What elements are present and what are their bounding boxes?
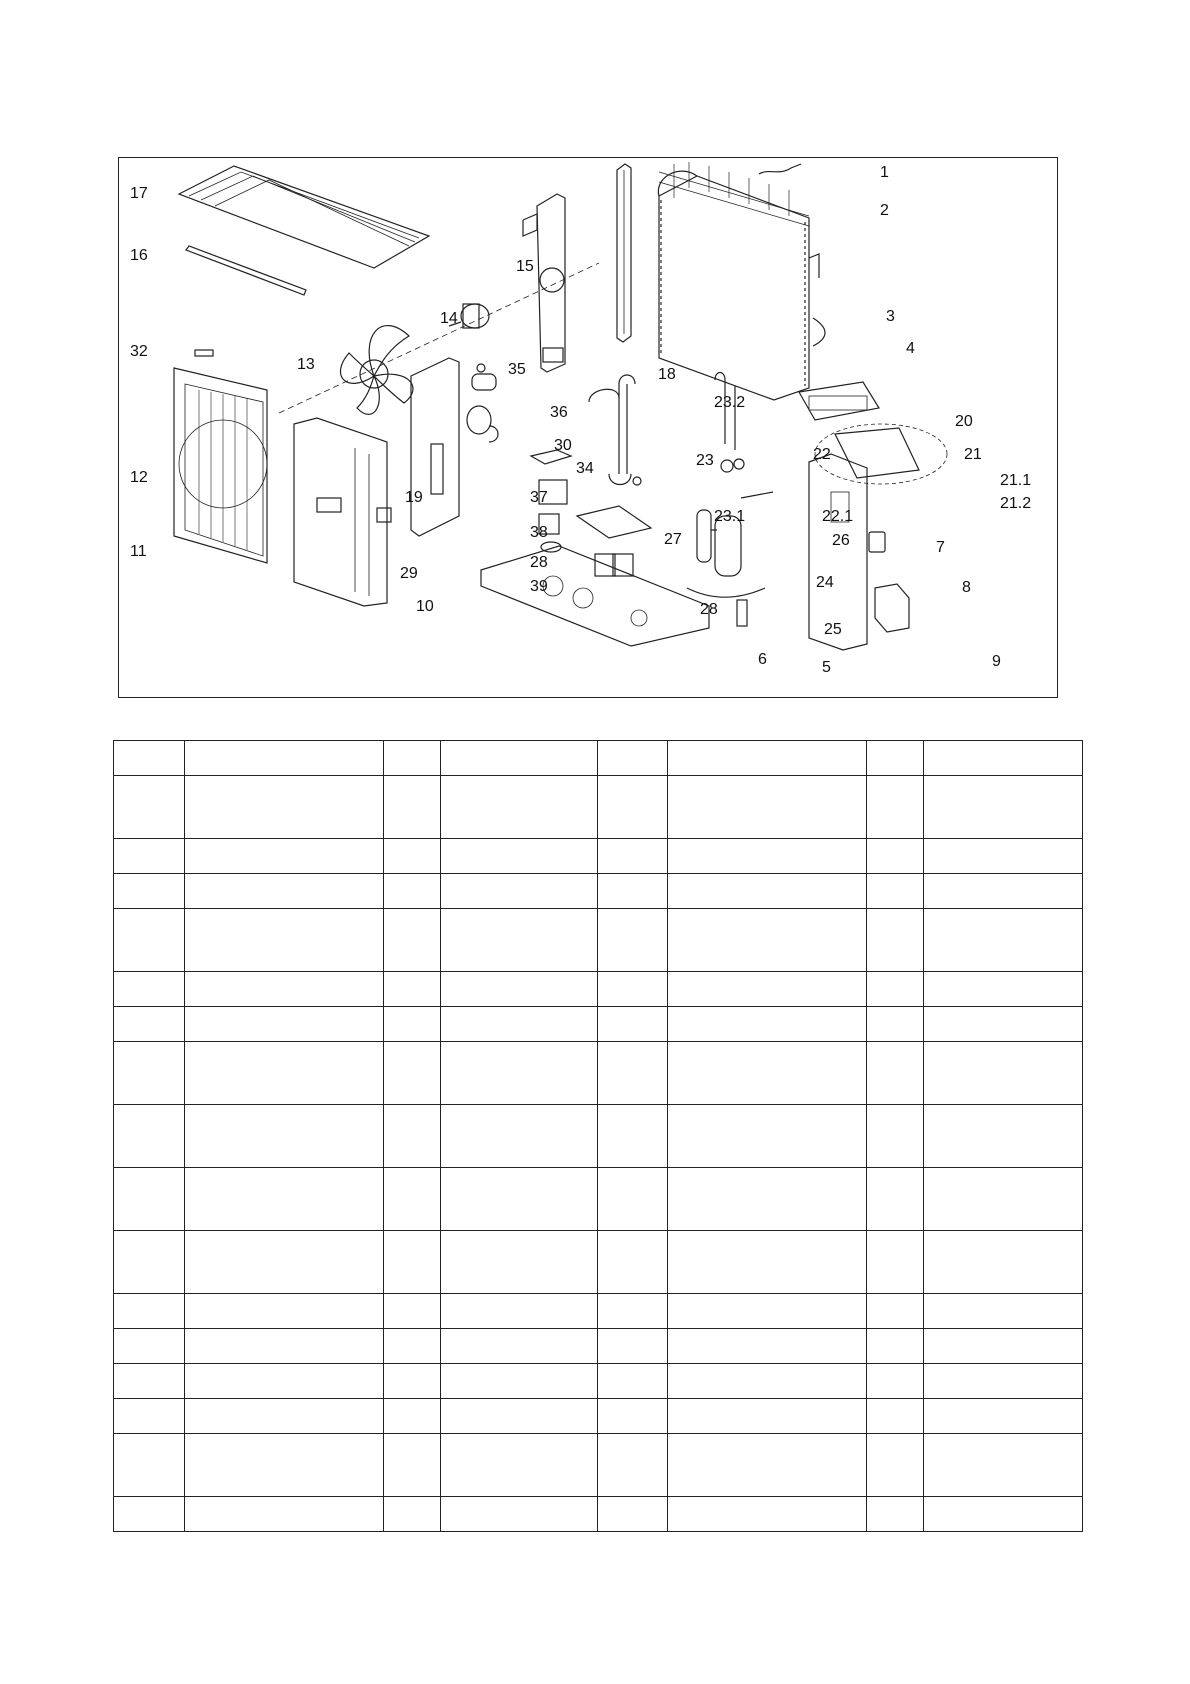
table-cell xyxy=(924,1497,1083,1532)
callout-label: 4 xyxy=(906,340,915,357)
table-cell xyxy=(384,909,441,972)
table-cell xyxy=(924,1434,1083,1497)
table-cell xyxy=(384,972,441,1007)
table-cell xyxy=(384,1231,441,1294)
callout-label: 39 xyxy=(530,578,548,595)
table-cell xyxy=(668,1329,867,1364)
table-cell xyxy=(867,1434,924,1497)
table-row xyxy=(114,1168,1083,1231)
table-cell xyxy=(668,1231,867,1294)
table-cell xyxy=(441,1399,598,1434)
table-cell xyxy=(441,1042,598,1105)
table-cell xyxy=(867,1168,924,1231)
table-cell xyxy=(598,839,668,874)
table-cell xyxy=(924,909,1083,972)
table-cell xyxy=(185,839,384,874)
callout-label: 16 xyxy=(130,247,148,264)
table-cell xyxy=(441,1105,598,1168)
callout-label: 36 xyxy=(550,404,568,421)
table-cell xyxy=(598,909,668,972)
table-cell xyxy=(185,1168,384,1231)
motor-bracket-part xyxy=(523,194,565,372)
table-cell xyxy=(441,1231,598,1294)
table-cell xyxy=(441,1364,598,1399)
table-cell xyxy=(598,741,668,776)
table-row xyxy=(114,909,1083,972)
table-cell xyxy=(114,1007,185,1042)
fan-blade-part xyxy=(340,326,412,415)
table-cell xyxy=(924,1105,1083,1168)
parts-list-table xyxy=(113,740,1083,1532)
table-row xyxy=(114,1399,1083,1434)
table-cell xyxy=(598,1399,668,1434)
callout-label: 5 xyxy=(822,659,831,676)
base-pan-part xyxy=(481,546,709,646)
callout-label: 25 xyxy=(824,621,842,638)
table-row xyxy=(114,1105,1083,1168)
table-cell xyxy=(867,839,924,874)
table-cell xyxy=(867,909,924,972)
table-cell xyxy=(598,1042,668,1105)
pcb-part xyxy=(835,428,919,478)
table-cell xyxy=(384,874,441,909)
table-cell xyxy=(867,1007,924,1042)
table-cell xyxy=(185,1497,384,1532)
table-cell xyxy=(668,1399,867,1434)
table-cell xyxy=(185,741,384,776)
table-cell xyxy=(441,1007,598,1042)
table-cell xyxy=(114,1364,185,1399)
table-cell xyxy=(384,1294,441,1329)
table-cell xyxy=(668,776,867,839)
table-cell xyxy=(668,909,867,972)
table-cell xyxy=(384,1497,441,1532)
callout-label: 6 xyxy=(758,651,767,668)
table-row xyxy=(114,874,1083,909)
table-cell xyxy=(924,1294,1083,1329)
callout-label: 22.1 xyxy=(822,508,854,525)
table-cell xyxy=(441,1497,598,1532)
table-cell xyxy=(185,1329,384,1364)
table-cell xyxy=(924,1007,1083,1042)
callout-label: 8 xyxy=(962,579,971,596)
callout-label: 26 xyxy=(832,532,850,549)
table-cell xyxy=(384,1399,441,1434)
table-cell xyxy=(114,874,185,909)
callout-label: 32 xyxy=(130,343,148,360)
table-cell xyxy=(441,874,598,909)
table-cell xyxy=(668,741,867,776)
table-cell xyxy=(185,972,384,1007)
four-way-valve-part xyxy=(589,375,641,485)
callout-label: 3 xyxy=(886,308,895,325)
table-cell xyxy=(924,839,1083,874)
table-cell xyxy=(598,874,668,909)
table-cell xyxy=(924,1329,1083,1364)
table-cell xyxy=(598,1364,668,1399)
table-cell xyxy=(441,1434,598,1497)
table-cell xyxy=(867,1364,924,1399)
top-cover-part xyxy=(179,166,429,268)
table-cell xyxy=(668,1294,867,1329)
table-cell xyxy=(384,1364,441,1399)
callout-label: 13 xyxy=(297,356,315,373)
valve-cover-9-part xyxy=(875,584,909,632)
table-cell xyxy=(598,776,668,839)
bracket-5-part xyxy=(737,600,747,626)
handle-part xyxy=(377,508,391,522)
callout-label: 28 xyxy=(530,554,548,571)
capacitor-part xyxy=(472,374,496,390)
table-row xyxy=(114,1364,1083,1399)
table-row xyxy=(114,1294,1083,1329)
callout-label: 10 xyxy=(416,598,434,615)
table-cell xyxy=(668,839,867,874)
table-cell xyxy=(598,1105,668,1168)
table-cell xyxy=(867,874,924,909)
table-cell xyxy=(598,1434,668,1497)
table-cell xyxy=(441,839,598,874)
callout-label: 2 xyxy=(880,202,889,219)
exploded-view-diagram xyxy=(118,157,1058,698)
table-cell xyxy=(441,1329,598,1364)
table-cell xyxy=(668,874,867,909)
table-cell xyxy=(668,1497,867,1532)
callout-label: 9 xyxy=(992,653,1001,670)
table-cell xyxy=(924,1168,1083,1231)
partition-plate-part xyxy=(411,358,459,536)
table-cell xyxy=(384,776,441,839)
table-cell xyxy=(114,1231,185,1294)
front-panel-part xyxy=(174,368,267,563)
callout-label: 22 xyxy=(813,446,831,463)
table-cell xyxy=(441,972,598,1007)
table-cell xyxy=(185,1364,384,1399)
table-cell xyxy=(441,776,598,839)
clamp-34-part xyxy=(489,426,498,442)
sensor-part xyxy=(759,164,801,174)
callout-label: 17 xyxy=(130,185,148,202)
table-cell xyxy=(668,1105,867,1168)
callout-label: 12 xyxy=(130,469,148,486)
table-cell xyxy=(668,1168,867,1231)
table-cell xyxy=(384,1042,441,1105)
table-cell xyxy=(384,839,441,874)
table-cell xyxy=(924,1042,1083,1105)
table-row xyxy=(114,839,1083,874)
table-cell xyxy=(114,1329,185,1364)
table-cell xyxy=(384,1007,441,1042)
table-cell xyxy=(185,1434,384,1497)
table-row xyxy=(114,1497,1083,1532)
table-cell xyxy=(924,1231,1083,1294)
callout-label: 37 xyxy=(530,489,548,506)
cable-part xyxy=(687,588,765,597)
table-cell xyxy=(114,741,185,776)
parts-table-body xyxy=(114,741,1083,1532)
table-cell xyxy=(867,1105,924,1168)
callout-label: 23.2 xyxy=(714,394,746,411)
table-cell xyxy=(668,1007,867,1042)
table-cell xyxy=(598,1329,668,1364)
callout-label: 11 xyxy=(130,543,147,560)
table-cell xyxy=(668,1434,867,1497)
table-cell xyxy=(867,1329,924,1364)
table-cell xyxy=(185,1231,384,1294)
table-cell xyxy=(384,1168,441,1231)
table-cell xyxy=(384,1105,441,1168)
table-cell xyxy=(441,1168,598,1231)
pipe-part xyxy=(809,254,825,346)
table-cell xyxy=(924,874,1083,909)
sensor-26-part xyxy=(741,492,773,498)
table-cell xyxy=(668,1042,867,1105)
table-row xyxy=(114,776,1083,839)
table-cell xyxy=(441,909,598,972)
cover-27-part xyxy=(577,506,651,538)
table-cell xyxy=(384,1434,441,1497)
table-cell xyxy=(867,776,924,839)
condenser-coil-part xyxy=(658,171,809,400)
terminal-28c-part xyxy=(613,554,633,576)
table-cell xyxy=(114,909,185,972)
table-cell xyxy=(924,1399,1083,1434)
table-row xyxy=(114,1329,1083,1364)
table-cell xyxy=(867,741,924,776)
callout-label: 38 xyxy=(530,524,548,541)
table-cell xyxy=(598,1497,668,1532)
table-cell xyxy=(598,1294,668,1329)
table-cell xyxy=(867,972,924,1007)
callout-label: 1 xyxy=(880,164,889,181)
table-cell xyxy=(924,776,1083,839)
table-cell xyxy=(668,972,867,1007)
table-row xyxy=(114,1042,1083,1105)
callout-label: 14 xyxy=(440,310,458,327)
callout-label: 23 xyxy=(696,452,714,469)
callout-label: 19 xyxy=(405,489,423,506)
table-row xyxy=(114,741,1083,776)
callout-label: 30 xyxy=(554,437,572,454)
table-cell xyxy=(114,1105,185,1168)
callout-label: 28 xyxy=(700,601,718,618)
valve-cover-8-part xyxy=(869,532,885,552)
table-cell xyxy=(867,1231,924,1294)
clip-part xyxy=(195,350,213,356)
table-cell xyxy=(185,1294,384,1329)
callout-label: 35 xyxy=(508,361,526,378)
table-cell xyxy=(185,1007,384,1042)
table-cell xyxy=(598,972,668,1007)
table-cell xyxy=(114,1497,185,1532)
callout-label: 21 xyxy=(964,446,982,463)
callout-label: 24 xyxy=(816,574,834,591)
callout-label: 27 xyxy=(664,531,682,548)
side-panel-part xyxy=(294,418,387,606)
table-cell xyxy=(114,1399,185,1434)
table-cell xyxy=(185,1105,384,1168)
table-cell xyxy=(185,909,384,972)
table-row xyxy=(114,1434,1083,1497)
table-cell xyxy=(114,1168,185,1231)
callout-label: 18 xyxy=(658,366,676,383)
table-cell xyxy=(114,972,185,1007)
table-cell xyxy=(867,1399,924,1434)
table-cell xyxy=(114,1434,185,1497)
table-cell xyxy=(185,776,384,839)
table-cell xyxy=(114,1042,185,1105)
control-board-part xyxy=(799,382,879,420)
table-cell xyxy=(441,1294,598,1329)
table-cell xyxy=(114,1294,185,1329)
table-cell xyxy=(114,839,185,874)
callout-label: 15 xyxy=(516,258,534,275)
callout-label: 21.2 xyxy=(1000,495,1032,512)
table-cell xyxy=(185,1042,384,1105)
callout-label: 7 xyxy=(936,539,945,556)
table-cell xyxy=(598,1231,668,1294)
table-cell xyxy=(598,1168,668,1231)
support-bar-part xyxy=(186,246,306,295)
table-cell xyxy=(114,776,185,839)
table-row xyxy=(114,1231,1083,1294)
table-cell xyxy=(384,1329,441,1364)
table-cell xyxy=(384,741,441,776)
table-cell xyxy=(867,1042,924,1105)
callout-label: 20 xyxy=(955,413,973,430)
table-cell xyxy=(185,874,384,909)
callout-label: 23.1 xyxy=(714,508,746,525)
table-cell xyxy=(924,1364,1083,1399)
table-cell xyxy=(185,1399,384,1434)
callout-label: 21.1 xyxy=(1000,472,1032,489)
callout-label: 34 xyxy=(576,460,594,477)
table-cell xyxy=(441,741,598,776)
table-cell xyxy=(867,1294,924,1329)
capacitor-30-part xyxy=(467,406,491,434)
table-cell xyxy=(924,741,1083,776)
cap-terminal-part xyxy=(477,364,485,372)
table-row xyxy=(114,1007,1083,1042)
table-cell xyxy=(598,1007,668,1042)
table-row xyxy=(114,972,1083,1007)
exploded-view-drawing xyxy=(119,158,1059,699)
table-cell xyxy=(924,972,1083,1007)
callout-label: 29 xyxy=(400,565,418,582)
table-cell xyxy=(867,1497,924,1532)
table-cell xyxy=(668,1364,867,1399)
